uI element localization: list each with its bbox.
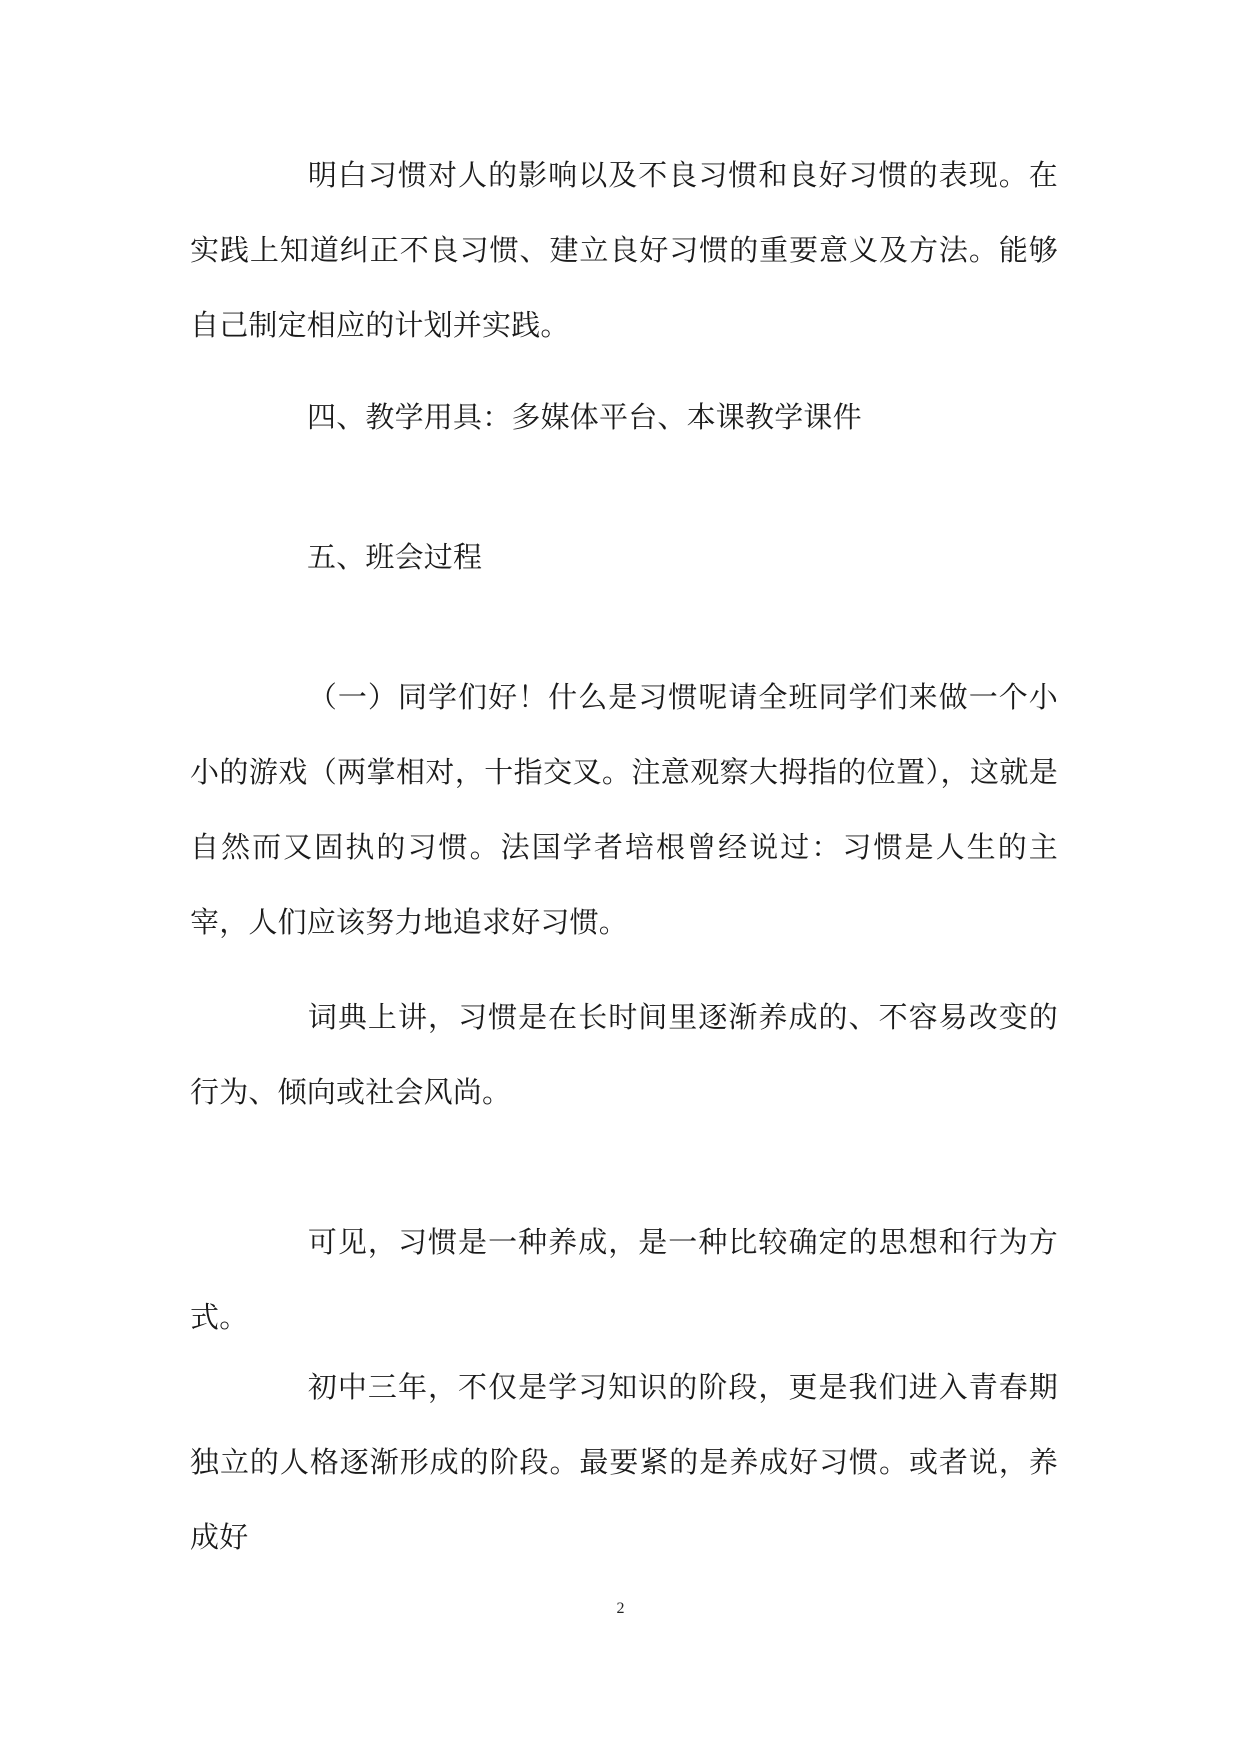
paragraph-teaching-tools: 四、教学用具：多媒体平台、本课教学课件 [307,400,862,434]
paragraph-dictionary-definition: 词典上讲，习惯是在长时间里逐渐养成的、不容易改变的行为、倾向或社会风尚。 [190,1000,1058,1109]
paragraph-learning-goal: 明白习惯对人的影响以及不良习惯和良好习惯的表现。在实践上知道纠正不良习惯、建立良好习惯的重要意义及方法。能够自己制定相应的计划并实践。 [190,158,1058,342]
paragraph-section-one: （一）同学们好！什么是习惯呢请全班同学们来做一个小小的游戏（两掌相对，十指交叉。注意观察大拇指的位置），这就是自然而又固执的习惯。法国学者培根曾经说过：习惯是人生的主宰，人们应该努力地追求好习惯。 [190,680,1058,939]
paragraph-class-meeting-heading: 五、班会过程 [307,540,483,574]
paragraph-junior-high: 初中三年，不仅是学习知识的阶段，更是我们进入青春期独立的人格逐渐形成的阶段。最要紧的是养成好习惯。或者说，养成好 [190,1370,1058,1554]
page-number: 2 [616,1600,625,1617]
paragraph-conclusion: 可见，习惯是一种养成，是一种比较确定的思想和行为方式。 [190,1225,1058,1334]
